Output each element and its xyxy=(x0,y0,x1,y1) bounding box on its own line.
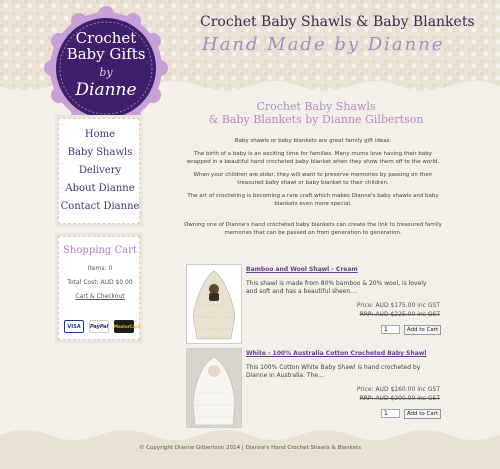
paypal-icon: PayPal xyxy=(89,320,109,333)
intro-paragraph: The art of crocheting is becoming a rare craft which makes Dianne's baby shawls and baby blankets even more special. xyxy=(187,193,439,207)
nav-item-contact-dianne[interactable]: Contact Dianne xyxy=(60,201,140,212)
logo-text-line2: Baby Gifts xyxy=(66,45,146,63)
white-shawl-image-icon xyxy=(187,349,241,427)
quantity-input[interactable] xyxy=(381,409,400,418)
mastercard-icon: MasterCard xyxy=(114,320,134,333)
intro-paragraph: The birth of a baby is an exciting time for families. Many mums love having their baby wrapped in a beautiful hand crocheted baby blanket when they show them off to the world. xyxy=(186,151,440,165)
cart-title: Shopping Cart xyxy=(63,245,137,256)
quantity-input[interactable] xyxy=(381,325,400,334)
cart-checkout-link[interactable]: Cart & Checkout xyxy=(75,293,125,300)
product-description: This shawl is made from 80% bamboo & 20% wool, is lovely and soft and has a beautiful sheen.... xyxy=(246,280,427,295)
intro-paragraph: Baby shawls or baby blankets are great family gift ideas. xyxy=(234,138,392,144)
nav-item-baby-shawls[interactable]: Baby Shawls xyxy=(67,147,133,158)
cart-total-cost: Total Cost: AUD $0.00 xyxy=(67,279,133,286)
cart-items-count: Items: 0 xyxy=(87,265,113,272)
cream-shawl-image-icon xyxy=(187,265,241,343)
logo-text-line1: Crochet xyxy=(75,29,137,47)
product-price: Price: AUD $160.00 inc GST xyxy=(356,386,440,393)
logo-text-by: by xyxy=(99,66,113,79)
add-to-cart-button[interactable]: Add to Cart xyxy=(404,409,441,419)
product-rrp: RRP: AUD $200.00 inc GST xyxy=(359,395,440,402)
product-rrp: RRP: AUD $225.00 inc GST xyxy=(359,311,440,318)
nav-item-home[interactable]: Home xyxy=(84,129,116,140)
site-logo[interactable] xyxy=(44,6,168,130)
visa-icon: VISA xyxy=(64,320,84,333)
logo-text-name: Dianne xyxy=(75,80,137,100)
product-image[interactable] xyxy=(186,348,242,428)
nav-item-about-dianne[interactable]: About Dianne xyxy=(65,183,135,194)
footer-copyright: © Copyright Dianne Gilbertson 2014 | Dianne's Hand Crochet Shawls & Blankets xyxy=(138,445,362,451)
main-heading-line2: & Baby Blankets by Dianne Gilbertson xyxy=(208,113,424,126)
add-to-cart-button[interactable]: Add to Cart xyxy=(404,325,441,335)
product-image[interactable] xyxy=(186,264,242,344)
nav-item-delivery[interactable]: Delivery xyxy=(78,165,122,176)
product-price: Price: AUD $175.00 inc GST xyxy=(356,302,440,309)
site-tagline: Hand Made by Dianne xyxy=(202,34,445,55)
product-description: This 100% Cotton White Baby Shawl is hand crocheted by Dianne in Australia. The... xyxy=(246,364,421,379)
product-title-link[interactable]: White - 100% Australia Cotton Crocheted Baby Shawl xyxy=(246,350,427,357)
sidebar-nav xyxy=(58,118,140,224)
intro-paragraph: Owning one of Dianne's hand crocheted baby blankets can create the link to treasured family memories that can be passed on from generation to generation. xyxy=(184,222,442,236)
intro-paragraph: When your children are older, they will want to preserve memories by passing on their treasured baby shawl or baby blanket to their children. xyxy=(193,172,433,186)
site-title: Crochet Baby Shawls & Baby Blankets xyxy=(200,14,475,30)
main-heading-line1: Crochet Baby Shawls xyxy=(256,100,376,113)
product-title-link[interactable]: Bamboo and Wool Shawl - Cream xyxy=(246,266,358,273)
